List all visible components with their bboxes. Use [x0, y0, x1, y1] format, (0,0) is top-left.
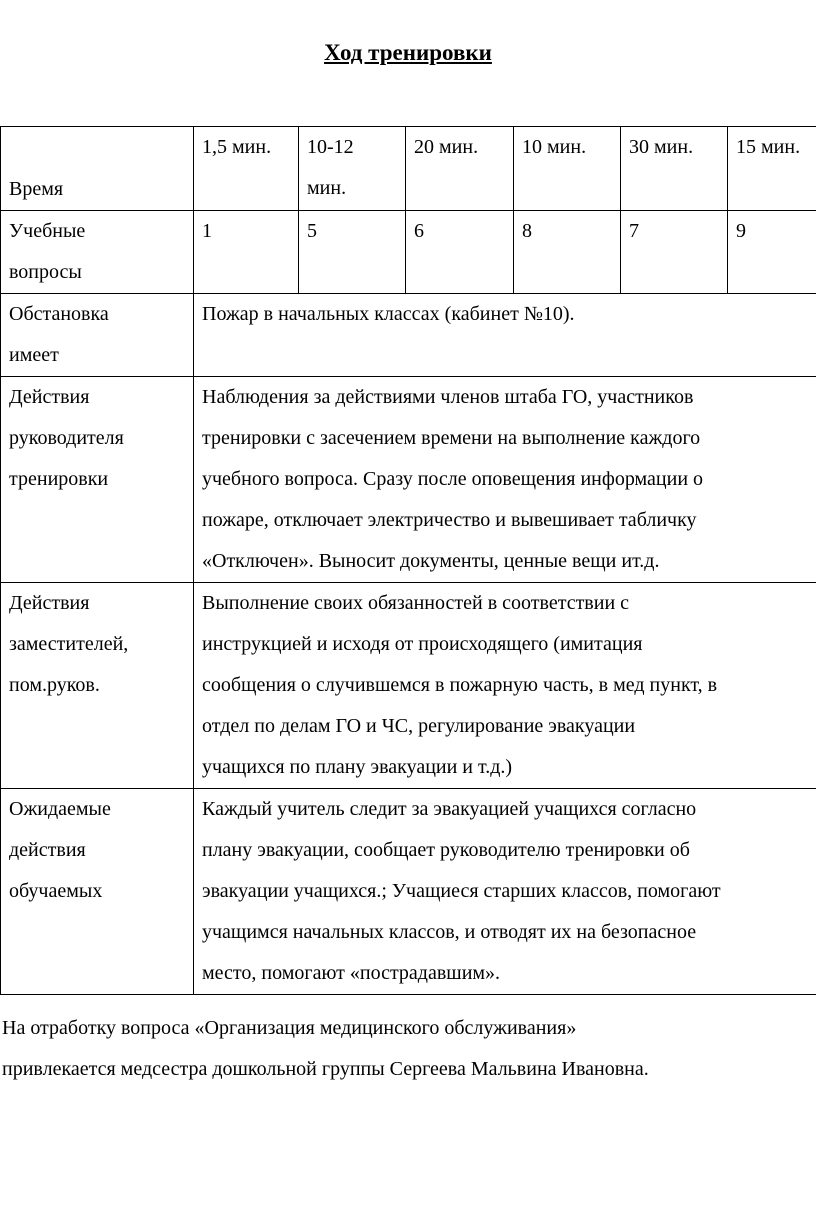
question-number: 5 — [299, 211, 406, 294]
question-number: 7 — [621, 211, 728, 294]
deputies-text-line: сообщения о случившемся в пожарную часть, в мед пункт, в — [202, 674, 718, 696]
questions-label-line: вопросы — [9, 261, 82, 283]
time-cell-text: 15 мин. — [736, 136, 801, 158]
time-label — [1, 127, 194, 211]
footer-line: привлекается медсестра дошкольной группы Сергеева Мальвина Ивановна. — [2, 1058, 649, 1080]
trainees-label-line: Ожидаемые — [9, 798, 111, 820]
time-cell — [406, 127, 514, 211]
questions-row — [1, 211, 816, 294]
footer-line: На отработку вопроса «Организация медицинского обслуживания» — [2, 1017, 577, 1039]
trainees-label-line: обучаемых — [9, 880, 103, 902]
deputies-row — [1, 583, 816, 789]
time-cell — [194, 127, 299, 211]
trainees-text-line: эвакуации учащихся.; Учащиеся старших классов, помогают — [202, 880, 721, 902]
leader-text-line: Наблюдения за действиями членов штаба ГО, участников — [202, 386, 694, 408]
leader-label-line: тренировки — [9, 468, 109, 490]
time-cell — [514, 127, 621, 211]
deputies-text-line: отдел по делам ГО и ЧС, регулирование эвакуации — [202, 715, 636, 737]
question-number: 9 — [728, 211, 816, 294]
deputies-text-line: Выполнение своих обязанностей в соответствии с — [202, 592, 630, 614]
trainees-text-line: место, помогают «пострадавшим». — [202, 962, 501, 984]
leader-text — [194, 377, 816, 583]
deputies-label — [1, 583, 194, 789]
leader-text-line: учебного вопроса. Сразу после оповещения информации о — [202, 468, 704, 490]
question-number: 6 — [406, 211, 514, 294]
situation-label-line: имеет — [9, 344, 59, 366]
questions-label — [1, 211, 194, 294]
time-cell-text: мин. — [307, 177, 347, 199]
time-label-text: Время — [9, 178, 64, 200]
trainees-label-line: действия — [9, 839, 86, 861]
leader-label-line: Действия — [9, 386, 90, 408]
leader-text-line: тренировки с засечением времени на выполнение каждого — [202, 427, 701, 449]
situation-label — [1, 294, 194, 377]
leader-row — [1, 377, 816, 583]
trainees-text-line: Каждый учитель следит за эвакуацией учащихся согласно — [202, 798, 697, 820]
trainees-text-line: плану эвакуации, сообщает руководителю тренировки об — [202, 839, 690, 861]
situation-text-line: Пожар в начальных классах (кабинет №10). — [202, 303, 575, 325]
deputies-label-line: заместителей, — [9, 633, 129, 655]
situation-text — [194, 294, 816, 377]
question-number: 8 — [514, 211, 621, 294]
time-cell-text: 30 мин. — [629, 136, 694, 158]
trainees-label — [1, 789, 194, 995]
leader-text-line: «Отключен». Выносит документы, ценные вещи ит.д. — [202, 550, 660, 572]
leader-text-line: пожаре, отключает электричество и вывешивает табличку — [202, 509, 697, 531]
page-title: Ход тренировки — [324, 40, 492, 65]
time-cell-text: 1,5 мин. — [202, 136, 272, 158]
time-cell-text: 20 мин. — [414, 136, 479, 158]
time-cell-text: 10 мин. — [522, 136, 587, 158]
time-cell — [299, 127, 406, 211]
trainees-text-line: учащимся начальных классов, и отводят их на безопасное — [202, 921, 697, 943]
leader-label — [1, 377, 194, 583]
training-plan-table — [0, 126, 816, 995]
time-cell — [728, 127, 816, 211]
question-number: 1 — [194, 211, 299, 294]
questions-label-line: Учебные — [9, 220, 86, 242]
footer-paragraph — [2, 1008, 812, 1090]
time-cell-text: 10-12 — [307, 136, 354, 158]
situation-row — [1, 294, 816, 377]
deputies-text-line: инструкцией и исходя от происходящего (имитация — [202, 633, 643, 655]
situation-label-line: Обстановка — [9, 303, 109, 325]
leader-label-line: руководителя — [9, 427, 124, 449]
deputies-text — [194, 583, 816, 789]
deputies-label-line: пом.руков. — [9, 674, 100, 696]
deputies-label-line: Действия — [9, 592, 90, 614]
trainees-row — [1, 789, 816, 995]
trainees-text — [194, 789, 816, 995]
time-row — [1, 127, 816, 211]
deputies-text-line: учащихся по плану эвакуации и т.д.) — [202, 756, 513, 778]
time-cell — [621, 127, 728, 211]
